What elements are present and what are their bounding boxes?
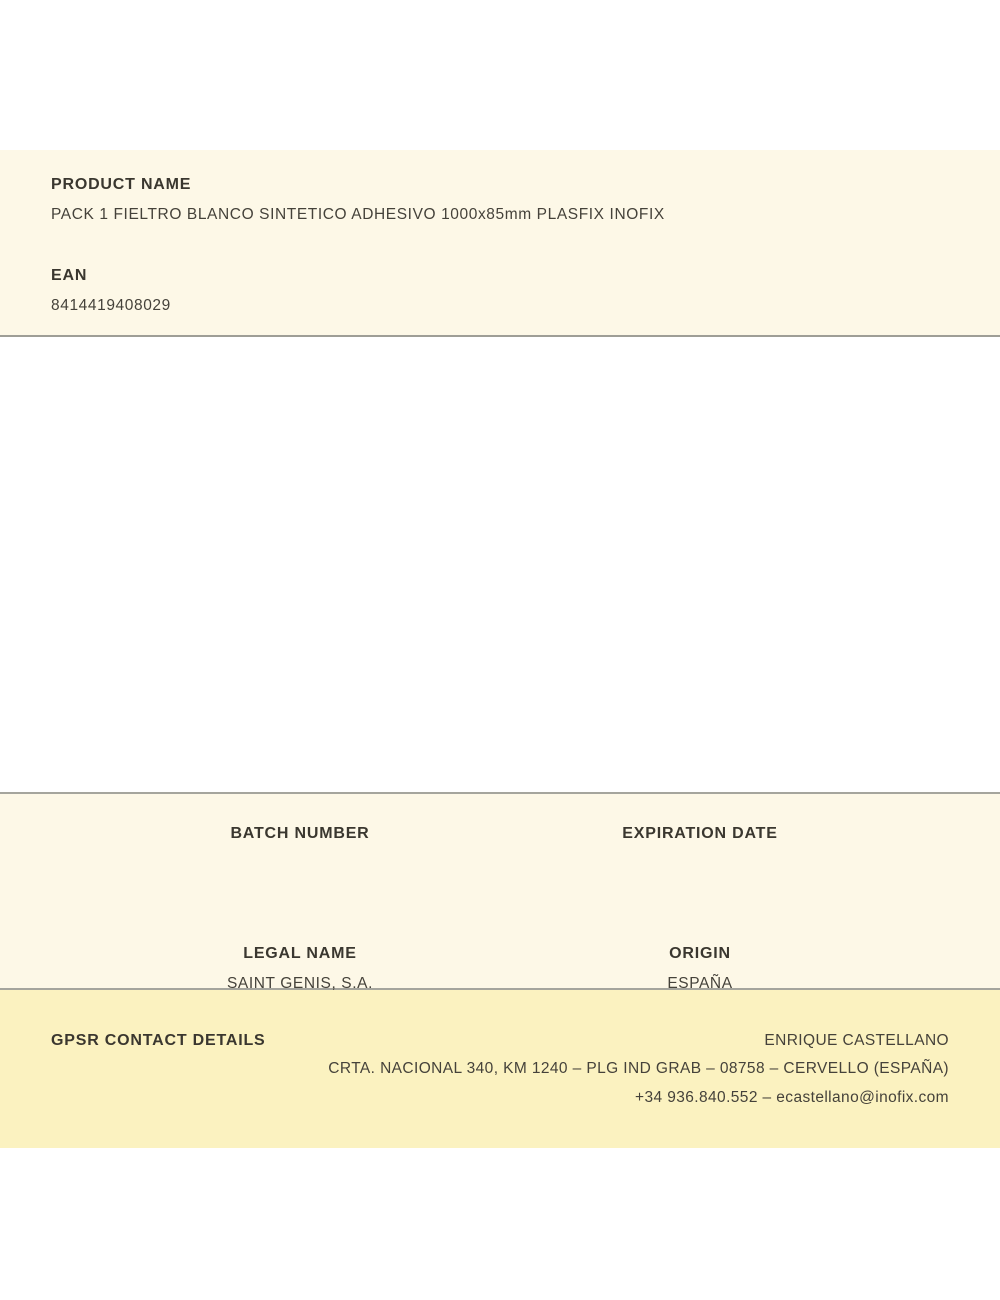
gpsr-header-row <box>51 1032 949 1049</box>
batch-legal-section <box>0 792 1000 990</box>
product-info-section <box>0 150 1000 337</box>
batch-legal-grid <box>100 825 900 993</box>
product-name-label: PRODUCT NAME <box>51 176 192 193</box>
gpsr-address: CRTA. NACIONAL 340, KM 1240 – PLG IND GRAB – 08758 – CERVELLO (ESPAÑA) <box>328 1060 949 1077</box>
batch-number-value <box>100 855 500 872</box>
bottom-whitespace <box>0 1148 1000 1298</box>
gpsr-contact-section <box>0 990 1000 1148</box>
gpsr-contact-details-label: GPSR CONTACT DETAILS <box>51 1032 266 1049</box>
expiration-date-value <box>500 855 900 872</box>
top-whitespace <box>0 0 1000 150</box>
gpsr-contact-name: ENRIQUE CASTELLANO <box>764 1032 949 1049</box>
ean-value: 8414419408029 <box>51 297 171 314</box>
legal-name-value: SAINT GENIS, S.A. <box>226 975 373 992</box>
gpsr-phone-email: +34 936.840.552 – ecastellano@inofix.com <box>635 1089 949 1106</box>
product-image-area <box>0 337 1000 792</box>
expiration-date-label: EXPIRATION DATE <box>622 825 778 842</box>
product-name-value: PACK 1 FIELTRO BLANCO SINTETICO ADHESIVO 1000x85mm PLASFIX INOFIX <box>51 206 665 223</box>
legal-name-label: LEGAL NAME <box>243 945 357 962</box>
origin-value: ESPAÑA <box>667 975 733 992</box>
ean-label: EAN <box>51 267 88 284</box>
batch-number-label: BATCH NUMBER <box>230 825 370 842</box>
origin-label: ORIGIN <box>669 945 731 962</box>
